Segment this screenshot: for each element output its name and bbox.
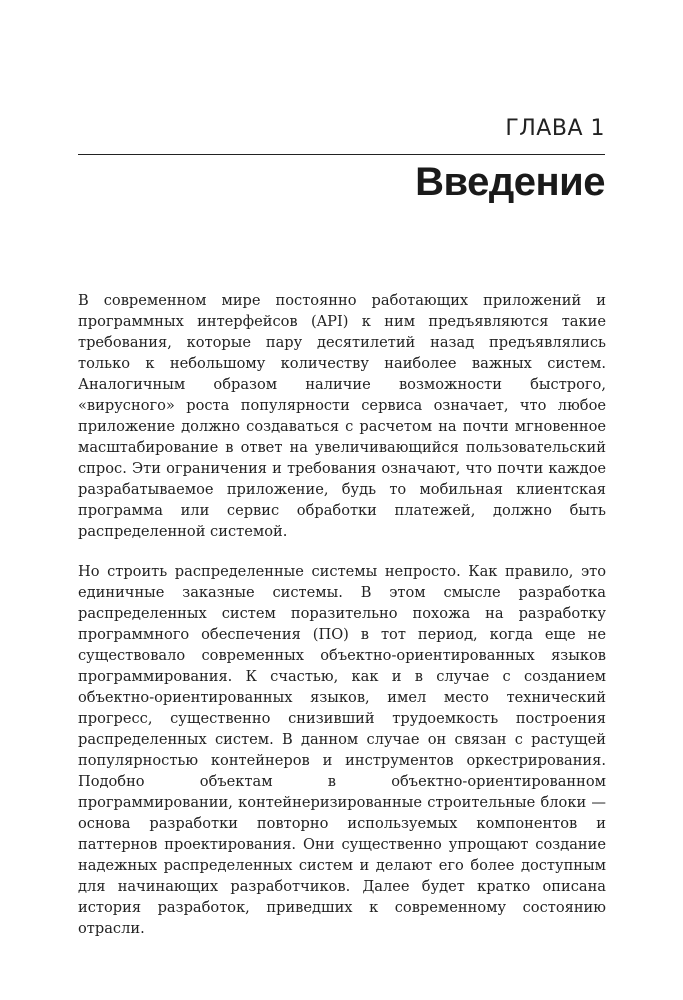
chapter-divider bbox=[78, 154, 605, 155]
paragraph: Но строить распределенные системы непросто. Как правило, это единичные заказные системы. В этом смысле разработка распределенных систем поразительно похожа на разработку программного обеспечения (ПО) в тот период, когда еще не существовало современных объектно-ориентированных языков программирования. К счастью, как и в случае с созданием объектно-ориентированных языков, имел место технический прогресс, существенно снизивший трудоемкость построения распределенных систем. В данном случае он связан с растущей популярностью контейнеров и инструментов оркестрирования. Подобно объектам в объектно-ориентированном программировании, контейнеризированные строительные блоки — основа разработки повторно используемых компонентов и паттернов проектирования. Они существенно упрощают создание надежных распределенных систем и делают его более доступным для начинающих разработчиков. Далее будет кратко описана история разработок, приведших к современному состоянию отрасли. bbox=[78, 563, 606, 937]
paragraph: В современном мире постоянно работающих приложений и программных интерфейсов (API) к ним предъявляются такие требования, которые пару десятилетий назад предъявлялись только к небольшому количеству наиболее важных систем. Аналогичным образом наличие возможности быстрого, «вирусного» роста популярности сервиса означает, что любое приложение должно создаваться с расчетом на почти мгновенное масштабирование в ответ на увеличивающийся пользовательский спрос. Эти ограничения и требования означают, что почти каждое разрабатываемое приложение, будь то мобильная клиентская программа или сервис обработки платежей, должно быть распределенной системой. bbox=[78, 292, 606, 540]
chapter-number: ГЛАВА 1 bbox=[505, 116, 605, 141]
chapter-title: Введение bbox=[415, 160, 605, 204]
chapter-body bbox=[78, 290, 606, 958]
